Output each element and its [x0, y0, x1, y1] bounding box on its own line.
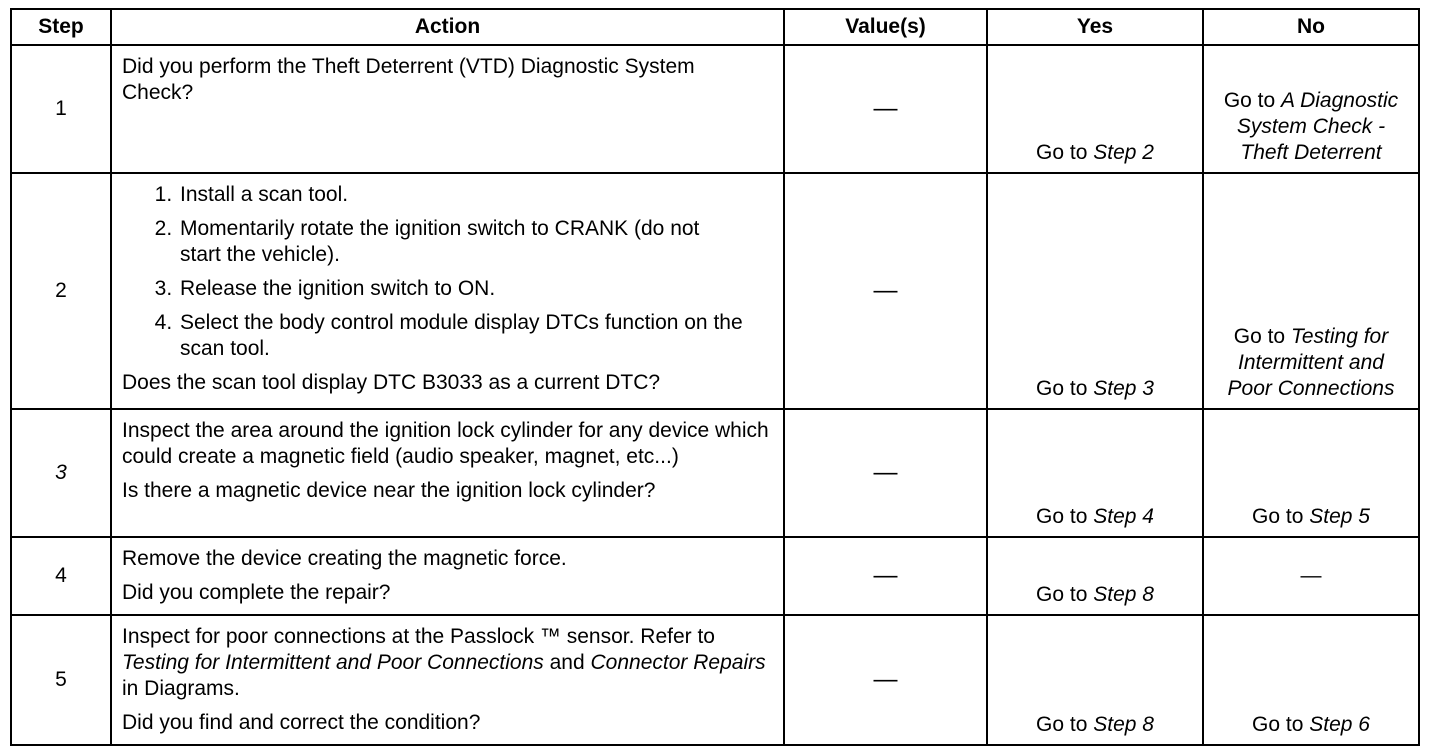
step-number: 2: [11, 173, 111, 409]
action-question: Is there a magnetic device near the ignition lock cylinder?: [122, 479, 656, 502]
no-cell: [1203, 409, 1419, 537]
diagnostic-table: [10, 8, 1420, 746]
no-link[interactable]: [1208, 88, 1414, 166]
yes-link[interactable]: [992, 140, 1198, 166]
no-cell: [1203, 45, 1419, 173]
yes-target: Step 2: [1093, 141, 1154, 164]
no-prefix: Go to: [1252, 713, 1310, 736]
list-item: 2. Momentarily rotate the ignition switch to CRANK (do not start the vehicle).: [178, 216, 773, 268]
yes-cell: [987, 409, 1203, 537]
header-values: Value(s): [784, 9, 987, 45]
yes-link[interactable]: [992, 582, 1198, 608]
header-yes: Yes: [987, 9, 1203, 45]
value-cell: —: [784, 615, 987, 745]
value-cell: —: [784, 45, 987, 173]
no-prefix: Go to: [1223, 89, 1282, 112]
no-cell: [1203, 173, 1419, 409]
action-question: Did you find and correct the condition?: [122, 711, 481, 734]
action-cell: [111, 537, 784, 615]
action-text-part: and: [543, 651, 591, 674]
no-target: Step 6: [1309, 713, 1370, 736]
yes-link[interactable]: [992, 504, 1198, 530]
action-question: Did you complete the repair?: [122, 581, 391, 604]
action-cell: [111, 173, 784, 409]
yes-target: Step 4: [1093, 505, 1154, 528]
action-cell: [111, 45, 784, 173]
yes-prefix: Go to: [1036, 713, 1094, 736]
table-row-step-2: [11, 173, 1419, 409]
action-text: Inspect the area around the ignition lock cylinder for any device which could create a magnetic field (audio speaker, magnet, etc...): [122, 419, 769, 468]
table-row-step-3: [11, 409, 1419, 537]
action-text: [122, 624, 773, 702]
yes-cell: [987, 173, 1203, 409]
no-target: Testing for Intermittent and Poor Connections: [1227, 325, 1395, 400]
action-text-part: Inspect for poor connections at the Passlock ™ sensor. Refer to: [122, 625, 715, 648]
yes-cell: [987, 45, 1203, 173]
reference-link[interactable]: Connector Repairs: [590, 651, 766, 674]
action-text: Remove the device creating the magnetic force.: [122, 547, 567, 570]
action-text-part: in Diagrams.: [122, 677, 240, 700]
yes-link[interactable]: [992, 712, 1198, 738]
yes-prefix: Go to: [1036, 377, 1094, 400]
no-cell: [1203, 537, 1419, 615]
action-cell: [111, 615, 784, 745]
action-text: Did you perform the Theft Deterrent (VTD) Diagnostic System Check?: [122, 55, 695, 104]
step-number: 4: [11, 537, 111, 615]
table-row-step-5: [11, 615, 1419, 745]
table-row-step-1: [11, 45, 1419, 173]
yes-target: Step 8: [1093, 583, 1154, 606]
no-target: Step 5: [1309, 505, 1370, 528]
table-row-step-4: [11, 537, 1419, 615]
action-steps-list: [122, 182, 773, 362]
no-target: A Diagnostic System Check - Theft Deterrent: [1236, 89, 1399, 164]
no-link[interactable]: [1208, 712, 1414, 738]
no-prefix: Go to: [1252, 505, 1310, 528]
yes-prefix: Go to: [1036, 505, 1094, 528]
no-value: —: [1300, 564, 1322, 587]
list-item: 1. Install a scan tool.: [178, 182, 773, 208]
header-step: Step: [11, 9, 111, 45]
value-cell: —: [784, 537, 987, 615]
action-cell: [111, 409, 784, 537]
no-prefix: Go to: [1233, 325, 1291, 348]
value-cell: —: [784, 173, 987, 409]
list-item: 4. Select the body control module display DTCs function on the scan tool.: [178, 310, 773, 362]
yes-prefix: Go to: [1036, 583, 1094, 606]
yes-cell: [987, 537, 1203, 615]
yes-prefix: Go to: [1036, 141, 1094, 164]
header-row: [11, 9, 1419, 45]
yes-target: Step 8: [1093, 713, 1154, 736]
list-item: 3. Release the ignition switch to ON.: [178, 276, 773, 302]
reference-link[interactable]: Testing for Intermittent and Poor Connections: [122, 651, 544, 674]
yes-target: Step 3: [1093, 377, 1154, 400]
header-action: Action: [111, 9, 784, 45]
action-question: Does the scan tool display DTC B3033 as a current DTC?: [122, 371, 661, 394]
yes-cell: [987, 615, 1203, 745]
no-cell: [1203, 615, 1419, 745]
no-link[interactable]: [1208, 324, 1414, 402]
header-no: No: [1203, 9, 1419, 45]
step-number: 1: [11, 45, 111, 173]
no-link[interactable]: [1208, 504, 1414, 530]
step-number: 5: [11, 615, 111, 745]
step-number: 3: [11, 409, 111, 537]
yes-link[interactable]: [992, 376, 1198, 402]
value-cell: —: [784, 409, 987, 537]
